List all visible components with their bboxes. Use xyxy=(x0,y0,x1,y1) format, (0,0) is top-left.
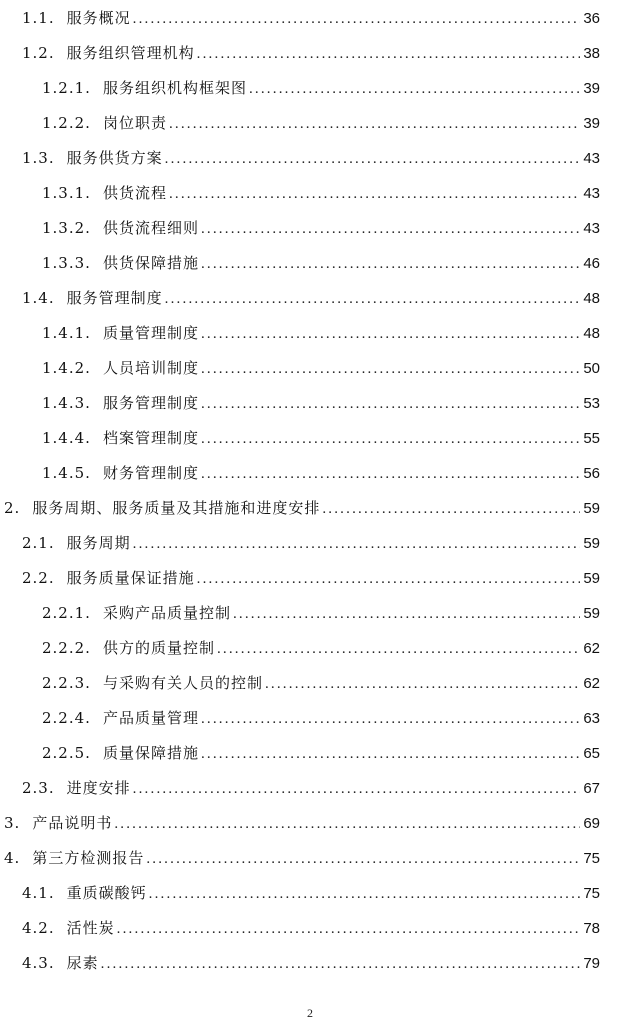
toc-entry-page: 56 xyxy=(583,465,600,482)
toc-leader-dots xyxy=(217,637,580,661)
toc-entry[interactable] xyxy=(42,391,600,415)
toc-entry-page: 75 xyxy=(583,885,600,902)
toc-leader-dots xyxy=(146,847,580,871)
toc-leader-dots xyxy=(201,357,580,381)
toc-entry[interactable] xyxy=(22,916,600,940)
toc-entry-page: 79 xyxy=(583,955,600,972)
toc-entry-number: 2.2.3. xyxy=(42,674,91,692)
toc-leader-dots xyxy=(133,532,580,556)
toc-leader-dots xyxy=(201,217,580,241)
toc-entry-number: 3. xyxy=(4,814,21,832)
toc-leader-dots xyxy=(233,602,580,626)
toc-entry[interactable] xyxy=(42,426,600,450)
toc-entry-page: 63 xyxy=(583,710,600,727)
toc-entry-title: 重质碳酸钙 xyxy=(66,884,147,902)
toc-entry-title: 岗位职责 xyxy=(102,114,167,132)
toc-entry-number: 1.2. xyxy=(22,44,55,62)
toc-entry-title: 服务周期 xyxy=(66,534,131,552)
toc-entry-number: 1.4.2. xyxy=(42,359,91,377)
toc-entry[interactable] xyxy=(42,601,600,625)
toc-entry[interactable] xyxy=(42,461,600,485)
toc-entry-number: 2. xyxy=(4,499,21,517)
toc-entry-title: 供方的质量控制 xyxy=(102,639,215,657)
toc-leader-dots xyxy=(165,287,580,311)
toc-leader-dots xyxy=(201,392,580,416)
toc-entry-number: 2.2.5. xyxy=(42,744,91,762)
toc-entry-title: 服务管理制度 xyxy=(102,394,199,412)
toc-entry-number: 2.2.2. xyxy=(42,639,91,657)
toc-entry-page: 65 xyxy=(583,745,600,762)
toc-entry-number: 4. xyxy=(4,849,21,867)
toc-entry-page: 69 xyxy=(583,815,600,832)
toc-entry-title: 质量保障措施 xyxy=(102,744,199,762)
toc-entry-number: 1.4.1. xyxy=(42,324,91,342)
toc-entry-number: 1.2.1. xyxy=(42,79,91,97)
toc-leader-dots xyxy=(169,182,580,206)
toc-entry-number: 4.2. xyxy=(22,919,55,937)
toc-entry-title: 产品说明书 xyxy=(32,814,113,832)
toc-entry-title: 质量管理制度 xyxy=(102,324,199,342)
toc-entry-page: 75 xyxy=(583,850,600,867)
toc-entry[interactable] xyxy=(42,706,600,730)
toc-entry-number: 1.4.5. xyxy=(42,464,91,482)
toc-entry-page: 43 xyxy=(583,220,600,237)
toc-entry[interactable] xyxy=(22,6,600,30)
toc-entry-title: 采购产品质量控制 xyxy=(102,604,231,622)
toc-entry-page: 62 xyxy=(583,640,600,657)
toc-entry-number: 1.3.1. xyxy=(42,184,91,202)
toc-entry-page: 59 xyxy=(583,500,600,517)
toc-entry-number: 1.1. xyxy=(22,9,55,27)
toc-entry-title: 服务组织机构框架图 xyxy=(102,79,247,97)
toc-leader-dots xyxy=(197,42,580,66)
toc-entry-page: 53 xyxy=(583,395,600,412)
toc-entry-title: 供货流程细则 xyxy=(102,219,199,237)
toc-entry[interactable] xyxy=(4,811,600,835)
toc-entry[interactable] xyxy=(4,846,600,870)
toc-leader-dots xyxy=(165,147,580,171)
toc-entry-page: 48 xyxy=(583,290,600,307)
toc-entry-title: 供货保障措施 xyxy=(102,254,199,272)
toc-entry-title: 人员培训制度 xyxy=(102,359,199,377)
toc-entry-title: 服务供货方案 xyxy=(66,149,163,167)
toc-entry-page: 50 xyxy=(583,360,600,377)
toc-entry-number: 1.4. xyxy=(22,289,55,307)
toc-entry[interactable] xyxy=(42,741,600,765)
toc-entry-number: 4.1. xyxy=(22,884,55,902)
toc-leader-dots xyxy=(201,427,580,451)
toc-entry-number: 1.3. xyxy=(22,149,55,167)
toc-entry-page: 36 xyxy=(583,10,600,27)
toc-entry-page: 46 xyxy=(583,255,600,272)
toc-entry-page: 59 xyxy=(583,570,600,587)
toc-entry-number: 4.3. xyxy=(22,954,55,972)
toc-entry-page: 67 xyxy=(583,780,600,797)
toc-entry[interactable] xyxy=(42,356,600,380)
toc-entry-title: 尿素 xyxy=(66,954,99,972)
toc-leader-dots xyxy=(117,917,580,941)
toc-entry-number: 1.4.4. xyxy=(42,429,91,447)
toc-entry-number: 1.2.2. xyxy=(42,114,91,132)
toc-entry-title: 财务管理制度 xyxy=(102,464,199,482)
toc-entry[interactable] xyxy=(22,951,600,975)
toc-entry-title: 服务概况 xyxy=(66,9,131,27)
toc-entry-title: 服务管理制度 xyxy=(66,289,163,307)
toc-entry-title: 服务周期、服务质量及其措施和进度安排 xyxy=(32,499,321,517)
toc-entry-number: 2.3. xyxy=(22,779,55,797)
toc-entry-page: 55 xyxy=(583,430,600,447)
toc-entry-number: 2.1. xyxy=(22,534,55,552)
toc-leader-dots xyxy=(201,742,580,766)
page-number: 2 xyxy=(307,1006,313,1020)
toc-entry[interactable] xyxy=(42,181,600,205)
toc-entry[interactable] xyxy=(22,776,600,800)
toc-leader-dots xyxy=(265,672,580,696)
toc-leader-dots xyxy=(101,952,580,976)
toc-entry[interactable] xyxy=(22,41,600,65)
toc-leader-dots xyxy=(169,112,580,136)
toc-entry[interactable] xyxy=(22,881,600,905)
toc-leader-dots xyxy=(133,777,580,801)
toc-entry-page: 38 xyxy=(583,45,600,62)
toc-leader-dots xyxy=(322,497,580,521)
toc-entry-number: 1.3.2. xyxy=(42,219,91,237)
toc-entry-title: 档案管理制度 xyxy=(102,429,199,447)
toc-leader-dots xyxy=(201,252,580,276)
toc-leader-dots xyxy=(249,77,580,101)
toc-entry-title: 进度安排 xyxy=(66,779,131,797)
toc-entry[interactable] xyxy=(22,286,600,310)
toc-entry-title: 第三方检测报告 xyxy=(32,849,145,867)
toc-entry-number: 2.2.4. xyxy=(42,709,91,727)
toc-entry[interactable] xyxy=(42,76,600,100)
toc-entry-page: 78 xyxy=(583,920,600,937)
toc-leader-dots xyxy=(114,812,580,836)
toc-leader-dots xyxy=(201,322,580,346)
toc-entry-page: 62 xyxy=(583,675,600,692)
toc-entry-page: 48 xyxy=(583,325,600,342)
toc-entry[interactable] xyxy=(42,671,600,695)
toc-entry[interactable] xyxy=(22,531,600,555)
toc-entry-title: 供货流程 xyxy=(102,184,167,202)
toc-entry[interactable] xyxy=(42,321,600,345)
toc-leader-dots xyxy=(201,462,580,486)
toc-entry-page: 39 xyxy=(583,80,600,97)
toc-leader-dots xyxy=(201,707,580,731)
toc-leader-dots xyxy=(133,7,580,31)
toc-entry[interactable] xyxy=(42,251,600,275)
toc-entry[interactable] xyxy=(4,496,600,520)
toc-entry[interactable] xyxy=(22,146,600,170)
toc-leader-dots xyxy=(149,882,580,906)
toc-entry-title: 与采购有关人员的控制 xyxy=(102,674,263,692)
toc-entry-page: 39 xyxy=(583,115,600,132)
toc-entry-page: 43 xyxy=(583,185,600,202)
toc-entry-page: 59 xyxy=(583,605,600,622)
toc-entry-number: 1.4.3. xyxy=(42,394,91,412)
toc-entry[interactable] xyxy=(42,216,600,240)
toc-entry-number: 2.2.1. xyxy=(42,604,91,622)
toc-entry-page: 59 xyxy=(583,535,600,552)
toc-entry[interactable] xyxy=(22,566,600,590)
toc-entry-title: 产品质量管理 xyxy=(102,709,199,727)
toc-entry[interactable] xyxy=(42,111,600,135)
toc-entry-title: 活性炭 xyxy=(66,919,115,937)
toc-leader-dots xyxy=(197,567,580,591)
toc-entry-title: 服务质量保证措施 xyxy=(66,569,195,587)
toc-entry-page: 43 xyxy=(583,150,600,167)
toc-entry[interactable] xyxy=(42,636,600,660)
toc-entry-number: 1.3.3. xyxy=(42,254,91,272)
toc-entry-number: 2.2. xyxy=(22,569,55,587)
toc-entry-title: 服务组织管理机构 xyxy=(66,44,195,62)
